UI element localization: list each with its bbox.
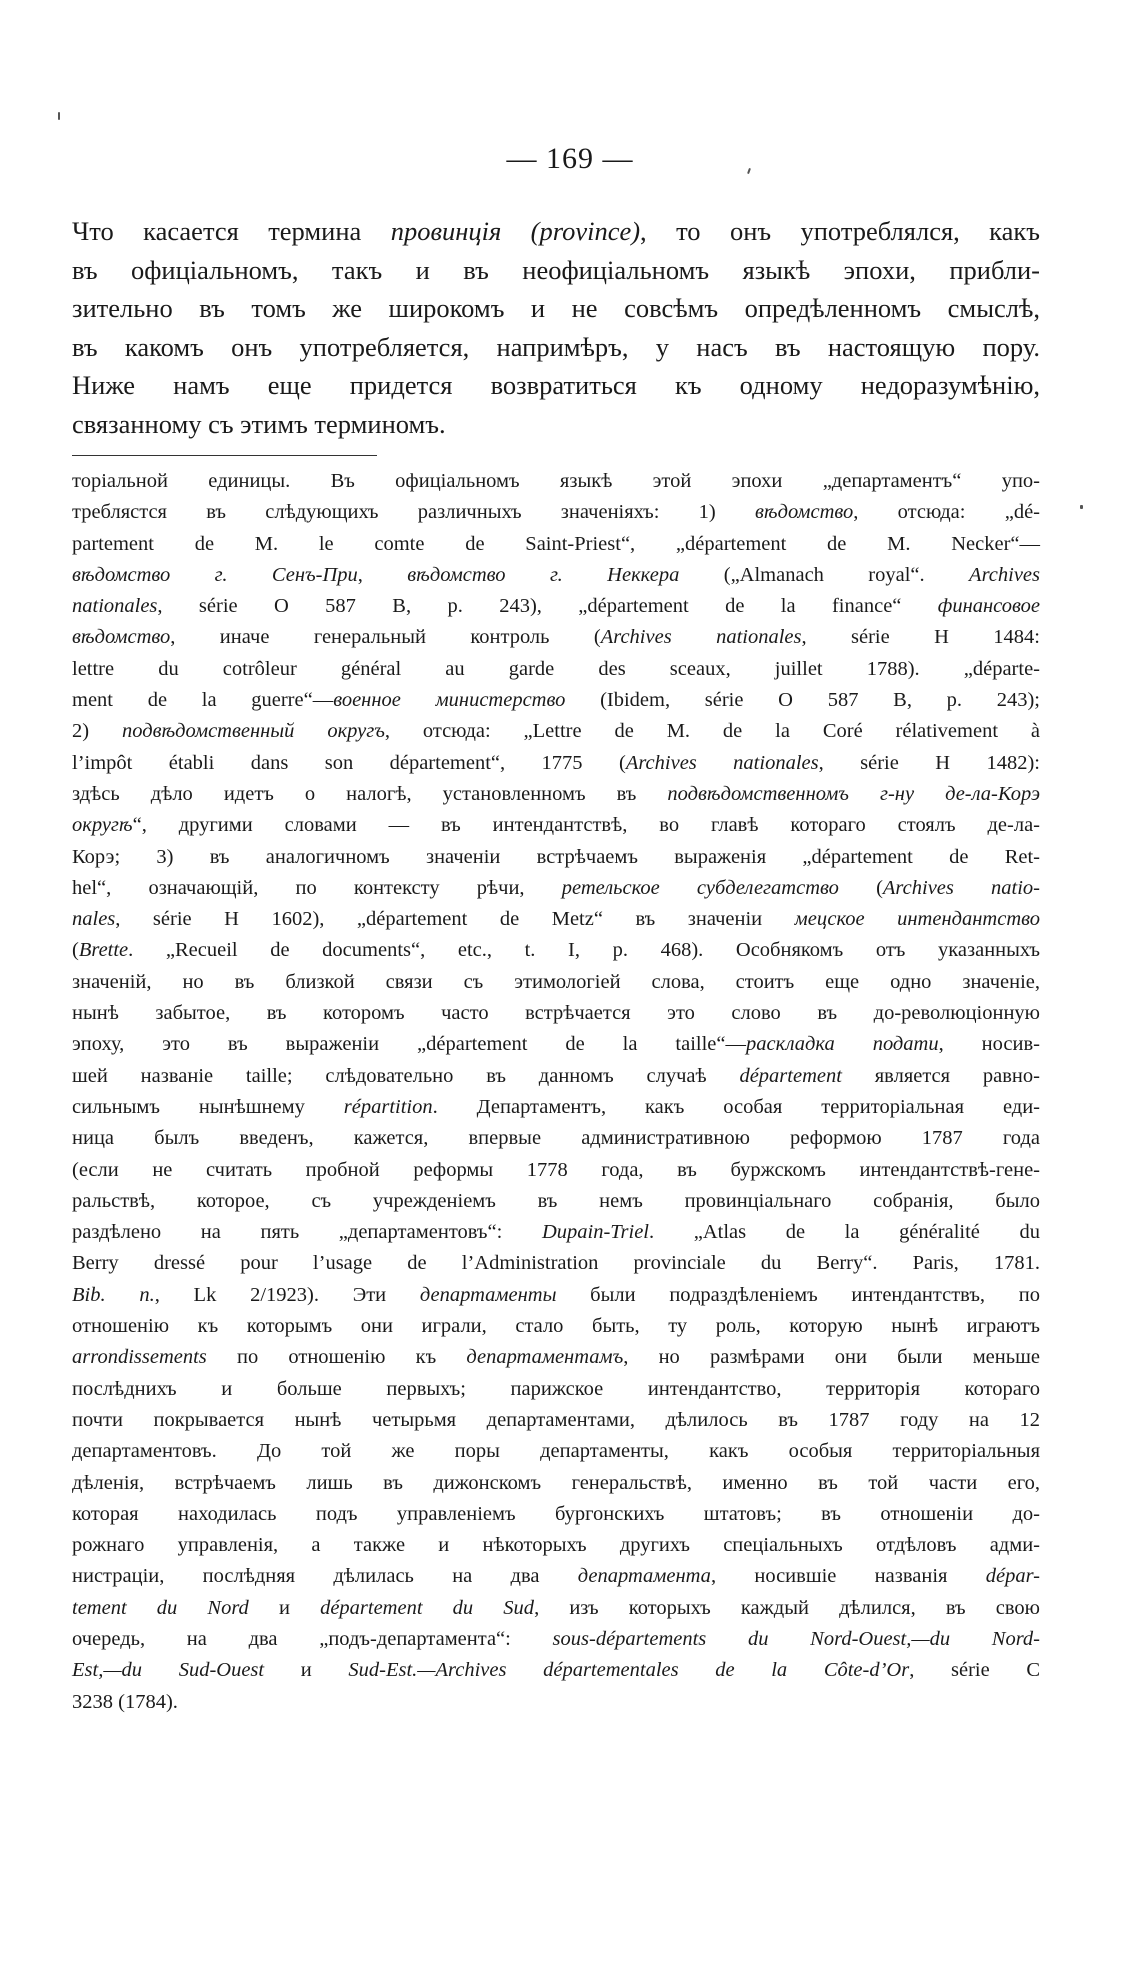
text-run: въ какомъ онъ употребляется, напримѣръ, у насъ въ настоящую пору. bbox=[72, 331, 1040, 362]
italic-text-run: департамента bbox=[577, 1565, 711, 1588]
italic-text-run: Sud-Est.—Archives départementales de la Côte-d’Or bbox=[348, 1659, 910, 1682]
text-run: въ офиціальномъ, такъ и въ неофиціальномъ языкѣ эпохи, прибли- bbox=[72, 254, 1040, 285]
footnote-line bbox=[72, 1311, 1040, 1342]
text-run: . „Recueil de documents“, etc., t. I, p. 468). Особнякомъ отъ указанныхъ bbox=[128, 939, 1040, 962]
italic-text-run: tement du Nord bbox=[72, 1596, 249, 1619]
italic-text-run: arrondissements bbox=[72, 1346, 207, 1369]
footnote-line bbox=[72, 466, 1040, 497]
text-run: по отношенію къ bbox=[206, 1346, 467, 1369]
text-run: значеній, но въ близкой связи съ этимологіей слова, стоитъ еще одно значеніе, bbox=[72, 970, 1040, 993]
footnote-separator-rule bbox=[72, 455, 377, 456]
text-run: треблястся въ слѣдующихъ различныхъ значеніяхъ: 1) bbox=[72, 501, 756, 524]
footnote-line bbox=[72, 1405, 1040, 1436]
scan-speck bbox=[58, 112, 60, 120]
italic-text-run: Est,—du Sud-Ouest bbox=[72, 1659, 265, 1682]
text-run: , отсюда: „dé- bbox=[853, 501, 1040, 524]
text-run: , изъ которыхъ каждый дѣлился, въ свою bbox=[534, 1596, 1040, 1619]
footnote-line bbox=[72, 842, 1040, 873]
italic-text-run: Archives nationales bbox=[625, 751, 819, 774]
italic-text-run: департаменты bbox=[419, 1283, 557, 1306]
footnote-line bbox=[72, 1530, 1040, 1561]
footnote bbox=[72, 466, 1040, 1718]
text-run: , то онъ употреблялся, какъ bbox=[640, 216, 1040, 246]
italic-text-run: департаментамъ bbox=[466, 1346, 624, 1369]
footnote-line bbox=[72, 685, 1040, 716]
italic-text-run: Bib. n. bbox=[72, 1283, 155, 1306]
text-run: 3238 (1784). bbox=[72, 1690, 178, 1713]
text-run: здѣсь дѣло идетъ о налогѣ, установленномъ въ bbox=[72, 782, 668, 805]
italic-text-run: вѣдомство bbox=[72, 626, 171, 649]
text-run: шей названіе taille; слѣдовательно въ данномъ случаѣ bbox=[72, 1064, 740, 1087]
text-run: 2) bbox=[72, 720, 122, 743]
text-run: которая находилась подъ управленіемъ бургонскихъ штатовъ; въ отношеніи до- bbox=[72, 1502, 1040, 1525]
text-run: раздѣлено на пять „департаментовъ“: bbox=[72, 1221, 542, 1244]
footnote-line bbox=[72, 1092, 1040, 1123]
footnote-line bbox=[72, 560, 1040, 591]
italic-text-run: nationales bbox=[72, 595, 158, 618]
italic-text-run: подвѣдомственномъ г-ну де-ла-Корэ bbox=[667, 782, 1040, 805]
text-run: , série O 587 B, p. 243), „département de la finance“ bbox=[157, 595, 938, 618]
italic-text-run: Dupain-Triel bbox=[541, 1221, 650, 1244]
text-run: Что касается термина bbox=[72, 216, 391, 246]
main-text-line bbox=[72, 328, 1040, 367]
text-run: послѣднихъ и больше первыхъ; парижское интендантство, территорія котораго bbox=[72, 1377, 1040, 1400]
footnote-line bbox=[72, 1123, 1040, 1154]
text-run: ница былъ введенъ, кажется, впервые административною реформою 1787 года bbox=[72, 1127, 1040, 1150]
text-run: , série H 1482): bbox=[818, 751, 1041, 774]
footnote-line bbox=[72, 1155, 1040, 1186]
text-run: , série C bbox=[909, 1659, 1040, 1682]
main-text-line bbox=[72, 366, 1040, 405]
text-run: Ниже намъ еще придется возвратиться къ одному недоразумѣнію, bbox=[72, 370, 1040, 400]
italic-text-run: округѣ bbox=[72, 814, 133, 837]
scan-speck bbox=[1080, 505, 1083, 509]
text-run: очередь, на два „подъ-департамента“: bbox=[72, 1627, 553, 1650]
text-run: ( bbox=[838, 876, 883, 899]
italic-text-run: répartition bbox=[343, 1095, 433, 1118]
italic-text-run: dépar- bbox=[985, 1565, 1040, 1588]
footnote-line bbox=[72, 748, 1040, 779]
footnote-line bbox=[72, 998, 1040, 1029]
text-run: , bbox=[357, 563, 408, 586]
footnote-line bbox=[72, 1186, 1040, 1217]
text-run: , отсюда: „Lettre de M. de la Coré rélativement à bbox=[384, 720, 1040, 743]
footnote-line bbox=[72, 873, 1040, 904]
italic-text-run: подвѣдомственный округъ bbox=[121, 720, 385, 743]
italic-text-run: nales bbox=[72, 908, 116, 931]
text-run: почти покрывается нынѣ четырьмя департаментами, дѣлилось въ 1787 году на 12 bbox=[72, 1408, 1040, 1431]
text-run: связанному съ этимъ терминомъ. bbox=[72, 408, 446, 439]
text-run: ральствѣ, которое, съ учрежденіемъ въ немъ провинціальнаго собранія, было bbox=[72, 1189, 1040, 1212]
text-run: ment de la guerre“— bbox=[72, 689, 334, 712]
footnote-line bbox=[72, 935, 1040, 966]
italic-text-run: Brette bbox=[78, 939, 129, 962]
footnote-line bbox=[72, 1561, 1040, 1592]
main-text-line bbox=[72, 212, 1040, 251]
text-run: . Департаментъ, какъ особая территоріальная еди- bbox=[432, 1095, 1041, 1118]
italic-text-run: вѣдомство bbox=[755, 501, 854, 524]
text-run: (Ibidem, série O 587 B, p. 243); bbox=[565, 689, 1040, 712]
italic-text-run: провинція (province) bbox=[390, 216, 641, 246]
footnote-line bbox=[72, 1468, 1040, 1499]
text-run: , но размѣрами они были меньше bbox=[623, 1346, 1040, 1369]
text-run: l’impôt établi dans son département“, 1775 ( bbox=[72, 751, 626, 774]
footnote-line bbox=[72, 1624, 1040, 1655]
italic-text-run: вѣдомство г. Сенъ-При bbox=[72, 563, 358, 586]
text-run: , Lk 2/1923). Эти bbox=[154, 1283, 420, 1306]
page-number: — 169 — bbox=[506, 142, 634, 175]
text-run: („Almanach royal“. bbox=[679, 563, 970, 586]
text-run: Berry dressé pour l’usage de l’Administration provinciale du Berry“. Paris, 1781. bbox=[72, 1252, 1040, 1275]
footnote-line bbox=[72, 716, 1040, 747]
italic-text-run: département bbox=[739, 1064, 842, 1087]
italic-text-run: военное министерство bbox=[333, 689, 566, 712]
text-run: является равно- bbox=[841, 1064, 1040, 1087]
text-run: , série H 1484: bbox=[801, 626, 1040, 649]
footnote-line bbox=[72, 1374, 1040, 1405]
footnote-line bbox=[72, 1280, 1040, 1311]
main-paragraph bbox=[72, 212, 1040, 443]
footnote-line bbox=[72, 1061, 1040, 1092]
text-run: зительно въ томъ же широкомъ и не совсѣмъ опредѣленномъ смыслѣ, bbox=[72, 293, 1040, 323]
italic-text-run: sous-départements du Nord-Ouest,—du Nord- bbox=[552, 1627, 1040, 1650]
text-run: и bbox=[248, 1596, 321, 1619]
footnote-line bbox=[72, 654, 1040, 685]
italic-text-run: вѣдомство г. Неккера bbox=[407, 563, 680, 586]
text-run: “, другими словами — въ интендантствѣ, во главѣ котораго стоялъ де-ла- bbox=[132, 814, 1040, 837]
text-run: Корэ; 3) въ аналогичномъ значеніи встрѣчаемъ выраженія „département de Ret- bbox=[72, 845, 1040, 868]
text-run: , носившіе названія bbox=[710, 1565, 986, 1588]
italic-text-run: Archives nationales bbox=[600, 626, 802, 649]
text-run: , иначе генеральный контроль ( bbox=[170, 626, 601, 649]
footnote-line bbox=[72, 1248, 1040, 1279]
text-run: . „Atlas de la généralité du bbox=[649, 1221, 1041, 1244]
footnote-line bbox=[72, 967, 1040, 998]
footnote-line bbox=[72, 497, 1040, 528]
footnote-line bbox=[72, 779, 1040, 810]
italic-text-run: Archives bbox=[969, 563, 1041, 586]
main-text-line bbox=[72, 405, 1040, 444]
text-run: нынѣ забытое, въ которомъ часто встрѣчается это слово въ до-революціонную bbox=[72, 1002, 1040, 1025]
footnote-line bbox=[72, 1655, 1040, 1686]
footnote-line bbox=[72, 1499, 1040, 1530]
text-run: (если не считать пробной реформы 1778 года, въ буржскомъ интендантствѣ-гене- bbox=[72, 1158, 1040, 1181]
text-run: были подраздѣленіемъ интендантствъ, по bbox=[556, 1283, 1041, 1306]
footnote-line bbox=[72, 810, 1040, 841]
footnote-line bbox=[72, 1687, 1040, 1718]
footnote-line bbox=[72, 622, 1040, 653]
main-text-line bbox=[72, 251, 1040, 290]
text-run: hel“, означающій, по контексту рѣчи, bbox=[72, 876, 562, 899]
text-run: сильнымъ нынѣшнему bbox=[72, 1095, 344, 1118]
text-run: отношенію къ которымъ они играли, стало быть, ту роль, которую нынѣ играютъ bbox=[72, 1315, 1040, 1338]
main-text-line bbox=[72, 289, 1040, 328]
footnote-line bbox=[72, 529, 1040, 560]
italic-text-run: раскладка подати bbox=[746, 1033, 939, 1056]
text-run: эпоху, это въ выраженіи „département de la taille“— bbox=[72, 1033, 747, 1056]
text-run: нистраціи, послѣдняя дѣлилась на два bbox=[72, 1565, 578, 1588]
text-run: департаментовъ. До той же поры департаменты, какъ особыя территоріальныя bbox=[72, 1440, 1040, 1463]
footnote-line bbox=[72, 1342, 1040, 1373]
italic-text-run: финансовое bbox=[937, 595, 1040, 618]
text-run: торіальной единицы. Въ офиціальномъ языкѣ этой эпохи „департаментъ“ упо- bbox=[72, 470, 1040, 492]
footnote-line bbox=[72, 1436, 1040, 1467]
text-run: , носив- bbox=[938, 1033, 1040, 1056]
footnote-line bbox=[72, 591, 1040, 622]
footnote-line bbox=[72, 1029, 1040, 1060]
text-run: рожнаго управленія, а также и нѣкоторыхъ другихъ спеціальныхъ отдѣловъ адми- bbox=[72, 1534, 1040, 1557]
footnote-line bbox=[72, 1593, 1040, 1624]
text-run: lettre du cotrôleur général au garde des sceaux, juillet 1788). „départe- bbox=[72, 657, 1040, 680]
text-run: , série H 1602), „département de Metz“ въ значеніи bbox=[115, 908, 795, 931]
italic-text-run: мецское интендантство bbox=[794, 908, 1040, 931]
text-run: partement de M. le comte de Saint-Priest“, „département de M. Necker“— bbox=[72, 532, 1040, 555]
italic-text-run: ретельское субделегатство bbox=[561, 876, 839, 899]
text-run: дѣленія, встрѣчаемъ лишь въ дижонскомъ генеральствѣ, именно въ той части его, bbox=[72, 1471, 1040, 1494]
text-run: и bbox=[264, 1659, 349, 1682]
italic-text-run: département du Sud bbox=[320, 1596, 535, 1619]
italic-text-run: Archives natio- bbox=[882, 876, 1041, 899]
footnote-line bbox=[72, 1217, 1040, 1248]
footnote-line bbox=[72, 904, 1040, 935]
text-run: ( bbox=[72, 939, 79, 962]
